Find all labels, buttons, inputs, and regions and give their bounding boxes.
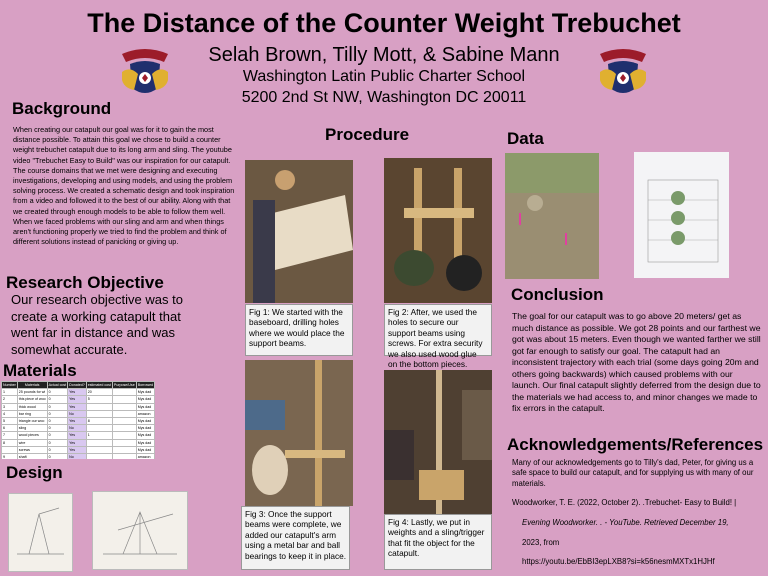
materials-cell: 8 — [86, 417, 112, 424]
research-heading: Research Objective — [6, 273, 164, 292]
materials-cell: Yes — [68, 439, 87, 446]
materials-table-wrap — [1, 381, 227, 459]
materials-cell: Yes — [68, 396, 87, 403]
materials-cell: 2 — [2, 396, 18, 403]
ack-heading: Acknowledgements/References — [507, 435, 764, 454]
conclusion-text: The goal for our catapult was to go above 20 meters/ get as much distance as possible. We got 28 points and our farthest we got was about 15 meters. Even though we wanted farther we still got far enough to satisfy our goal. The catapult had an inconsistent trajectory with each trial (some days going 20m and others going backwards) which caused problems with our launch. Our final catapult slightly deferred from the design due to the materials we had access to, and minor changes we made to fix errors in the catapult. — [512, 311, 761, 413]
materials-cell — [112, 389, 136, 396]
materials-cell: 1 — [86, 432, 112, 439]
materials-cell: 25 pounds for wi — [18, 390, 46, 395]
materials-col-header: estimated cost — [87, 383, 111, 388]
materials-cell: Mys dad — [136, 389, 154, 396]
materials-cell: 5 — [86, 396, 112, 403]
materials-cell: Mys dad — [136, 396, 154, 403]
reference-line-2: Evening Woodworker. . - YouTube. Retrieved December 19, — [522, 518, 729, 527]
materials-cell: 0 — [47, 446, 68, 453]
materials-cell: 0 — [47, 410, 68, 417]
materials-cell: screws — [17, 446, 47, 453]
materials-cell: amazon — [136, 410, 154, 417]
materials-row — [2, 403, 155, 410]
materials-cell: 0 — [47, 439, 68, 446]
materials-cell — [112, 432, 136, 439]
materials-cell — [86, 446, 112, 453]
data-chart-sheet — [634, 152, 729, 278]
materials-col-header: Actual cost — [48, 383, 67, 388]
materials-row — [2, 396, 155, 403]
materials-cell: Mys dad — [136, 425, 154, 432]
materials-col-header: Purpose/Use — [113, 383, 135, 388]
materials-cell: this piece of woo — [18, 397, 46, 402]
materials-cell — [112, 425, 136, 432]
materials-cell: Yes — [68, 417, 87, 424]
materials-cell: triangle our woo — [17, 417, 47, 424]
materials-row — [2, 425, 155, 432]
materials-cell — [112, 453, 136, 459]
materials-cell: 7 — [2, 432, 18, 439]
fig1-photo — [245, 160, 353, 303]
materials-cell — [112, 403, 136, 410]
materials-cell: 0 — [47, 403, 68, 410]
materials-cell: 8 — [2, 439, 18, 446]
materials-cell: Mys dad — [136, 417, 154, 424]
fig4-photo — [384, 370, 492, 514]
materials-cell: No — [68, 410, 87, 417]
materials-cell: 0 — [47, 417, 68, 424]
materials-cell: bar ring — [17, 410, 47, 417]
materials-row — [2, 439, 155, 446]
materials-cell: 0 — [47, 396, 68, 403]
materials-col-header: Materials — [17, 382, 47, 389]
background-text: When creating our catapult our goal was for it to gain the most distance possible. To attain this goal we chose to build a counter weight trebuchet catapult due to its long arm and sling. The youtube video "Trebuchet Easy to Build" was our inspiration for our catapult. The course domains that we met were designing and executing investigations, developing and using models, and using the problem solving process. We created a schematic design and took inspiration from a video and followed it to the best of our ability. Along with that we created through enough models to be able to follow them well. When we faced problems with our sling and arm and when things aren't functioning properly we tried to find the problem and think of different solutions instead of panicking or giving up. — [13, 125, 235, 247]
materials-cell: Mys dad — [136, 403, 154, 410]
authors: Selah Brown, Tilly Mott, & Sabine Mann — [208, 44, 560, 66]
materials-cell: thick wood — [17, 403, 47, 410]
materials-row — [2, 389, 155, 396]
materials-row — [2, 417, 155, 424]
materials-cell — [86, 425, 112, 432]
materials-cell: 20 — [86, 389, 112, 396]
materials-cell: Yes — [68, 446, 87, 453]
poster-title: The Distance of the Counter Weight Trebuchet — [87, 8, 681, 38]
materials-cell: 1 — [2, 389, 18, 396]
materials-cell — [112, 446, 136, 453]
materials-cell — [112, 396, 136, 403]
school-logo-right — [594, 44, 652, 102]
materials-cell: 5 — [2, 417, 18, 424]
materials-cell — [112, 439, 136, 446]
materials-table — [1, 381, 155, 459]
materials-cell: 6 — [2, 425, 18, 432]
fig3-caption: Fig 3: Once the support beams were complete, we added our catapult's arm using a metal bar and ball bearings to keep it in place. — [241, 506, 350, 570]
materials-cell: shaft — [17, 453, 47, 459]
materials-cell: Mys dad — [136, 432, 154, 439]
materials-cell — [86, 439, 112, 446]
design-sketch-2 — [92, 491, 188, 570]
materials-cell: Yes — [68, 403, 87, 410]
materials-cell: 9 — [2, 453, 18, 459]
materials-row — [2, 432, 155, 439]
materials-cell — [86, 403, 112, 410]
school-name: Washington Latin Public Charter School — [242, 68, 526, 85]
materials-cell: 0 — [47, 453, 68, 459]
materials-cell — [86, 410, 112, 417]
ack-text: Many of our acknowledgements go to Tilly's dad, Peter, for giving us a safe space to build our catapult, and for supplying us with many of our materials. — [512, 458, 754, 488]
materials-row — [2, 410, 155, 417]
materials-row — [2, 446, 155, 453]
materials-col-header: Donated? — [69, 383, 85, 388]
fig2-photo — [384, 158, 492, 303]
procedure-heading: Procedure — [325, 125, 410, 144]
materials-cell: wood pieces — [17, 432, 47, 439]
background-heading: Background — [12, 99, 112, 118]
materials-cell: 4 — [2, 410, 18, 417]
materials-cell: 0 — [47, 432, 68, 439]
materials-col-header: Number — [3, 383, 16, 388]
reference-line-3: 2023, from — [522, 538, 560, 547]
fig3-photo — [245, 360, 353, 506]
materials-cell: amazon — [136, 453, 154, 459]
data-heading: Data — [507, 129, 544, 148]
materials-cell: 0 — [47, 425, 68, 432]
fig4-caption: Fig 4: Lastly, we put in weights and a sling/trigger that fit the object for the catapult. — [384, 514, 492, 570]
design-heading: Design — [6, 463, 63, 482]
school-address: 5200 2nd St NW, Washington DC 20011 — [241, 89, 527, 106]
materials-cell: sling — [17, 425, 47, 432]
data-field-photo — [505, 153, 599, 279]
materials-heading: Materials — [3, 361, 77, 380]
materials-row — [2, 453, 155, 459]
school-logo-left — [116, 44, 174, 102]
materials-cell: Yes — [68, 389, 87, 396]
materials-cell: Yes — [68, 432, 87, 439]
materials-cell: No — [68, 453, 87, 459]
materials-cell: Mys dad — [136, 446, 154, 453]
materials-cell: Mys dad — [136, 439, 154, 446]
reference-link[interactable]: https://youtu.be/EbBI3epLXB8?si=k56nesmMXTx1HJHf — [522, 557, 715, 566]
design-sketch-1 — [8, 493, 73, 572]
materials-cell: 0 — [47, 389, 68, 396]
materials-cell — [86, 453, 112, 459]
materials-cell — [2, 446, 18, 453]
research-text: Our research objective was to create a working catapult that went far in distance and was somewhat accurate. — [11, 292, 183, 357]
materials-cell: No — [68, 425, 87, 432]
materials-cell — [112, 417, 136, 424]
materials-cell: wire — [17, 439, 47, 446]
materials-cell: 3 — [2, 403, 18, 410]
reference-line-1: Woodworker, T. E. (2022, October 2). .Trebuchet- Easy to Build! | — [512, 498, 737, 507]
fig1-caption: Fig 1: We started with the baseboard, drilling holes where we would place the support beams. — [245, 304, 353, 356]
fig2-caption: Fig 2: After, we used the holes to secure our support beams using screws. For extra security we also used wood glue on the bottom pieces. — [384, 304, 492, 356]
materials-col-header: Borrowed — [137, 383, 154, 388]
conclusion-heading: Conclusion — [511, 285, 604, 304]
materials-cell — [112, 410, 136, 417]
